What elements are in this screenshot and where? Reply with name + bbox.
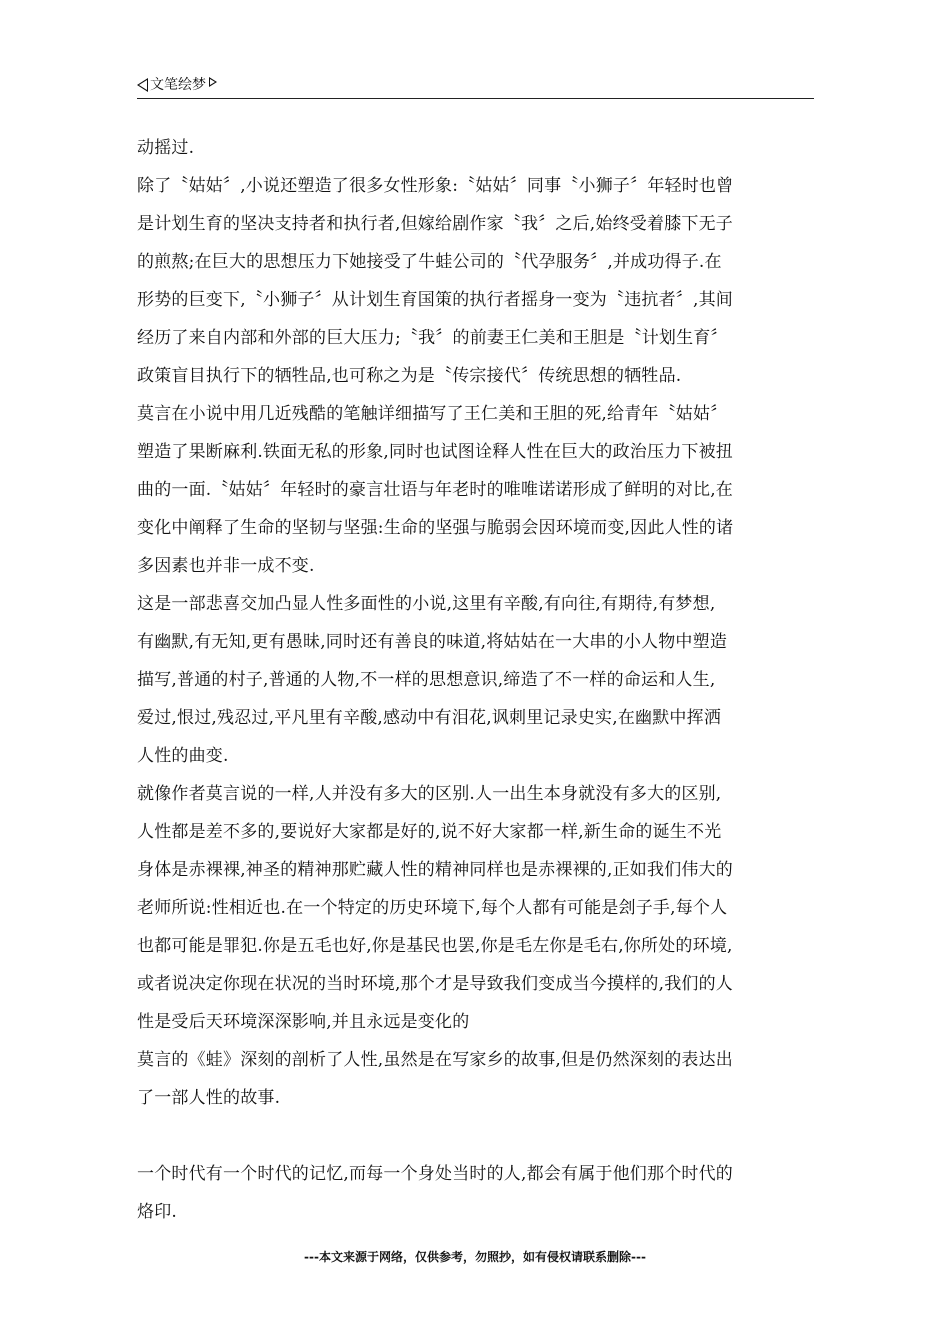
body-line: 经历了来自内部和外部的巨大压力;〝我〞的前妻王仁美和王胆是〝计划生育〞 <box>137 328 728 348</box>
body-line: 形势的巨变下,〝小狮子〞从计划生育国策的执行者摇身一变为〝违抗者〞,其间 <box>137 290 734 310</box>
body-line: 动摇过. <box>137 138 195 158</box>
paragraph-gap <box>137 1117 817 1155</box>
body-line: 莫言的《蛙》深刻的剖析了人性,虽然是在写家乡的故事,但是仍然深刻的表达出 <box>137 1050 734 1070</box>
triangle-right-icon <box>209 77 217 87</box>
header-brand <box>137 76 217 94</box>
body-line: 曲的一面.〝姑姑〞年轻时的豪言壮语与年老时的唯唯诺诺形成了鲜明的对比,在 <box>137 480 734 500</box>
body-line: 变化中阐释了生命的坚韧与坚强:生命的坚强与脆弱会因环境而变,因此人性的诸 <box>137 518 734 538</box>
triangle-left-icon <box>137 78 148 92</box>
body-line: 描写,普通的村子,普通的人物,不一样的思想意识,缔造了不一样的命运和人生, <box>137 670 716 690</box>
body-line: 这是一部悲喜交加凸显人性多面性的小说,这里有辛酸,有向往,有期待,有梦想, <box>137 594 716 614</box>
closing-line: 烙印. <box>137 1202 178 1222</box>
body-line: 身体是赤裸裸,神圣的精神那贮藏人性的精神同样也是赤裸裸的,正如我们伟大的 <box>137 860 734 880</box>
body-line: 就像作者莫言说的一样,人并没有多大的区别.人一出生本身就没有多大的区别, <box>137 784 722 804</box>
body-line: 爱过,恨过,残忍过,平凡里有辛酸,感动中有泪花,讽刺里记录史实,在幽默中挥洒 <box>137 708 722 728</box>
body-line: 老师所说:性相近也.在一个特定的历史环境下,每个人都有可能是刽子手,每个人 <box>137 898 728 918</box>
body-line: 的煎熬;在巨大的思想压力下她接受了牛蛙公司的〝代孕服务〞,并成功得子.在 <box>137 252 722 272</box>
page-footer: ---本文来源于网络，仅供参考，勿照抄，如有侵权请联系删除--- <box>304 1250 646 1264</box>
body-line: 有幽默,有无知,更有愚昧,同时还有善良的味道,将姑姑在一大串的小人物中塑造 <box>137 632 728 652</box>
body-line: 或者说决定你现在状况的当时环境,那个才是导致我们变成当今摸样的,我们的人 <box>137 974 734 994</box>
closing-line: 一个时代有一个时代的记忆,而每一个身处当时的人,都会有属于他们那个时代的 <box>137 1164 734 1184</box>
body-line: 也都可能是罪犯.你是五毛也好,你是基民也罢,你是毛左你是毛右,你所处的环境, <box>137 936 733 956</box>
body-line: 塑造了果断麻利.铁面无私的形象,同时也试图诠释人性在巨大的政治压力下被扭 <box>137 442 734 462</box>
document-body <box>137 129 817 1231</box>
page-header <box>137 76 814 99</box>
body-line: 莫言在小说中用几近残酷的笔触详细描写了王仁美和王胆的死,给青年〝姑姑〞 <box>137 404 728 424</box>
body-line: 人性都是差不多的,要说好大家都是好的,说不好大家都一样,新生命的诞生不光 <box>137 822 722 842</box>
body-line: 性是受后天环境深深影响,并且永远是变化的 <box>137 1012 470 1032</box>
body-line: 了一部人性的故事. <box>137 1088 281 1108</box>
body-line: 人性的曲变. <box>137 746 229 766</box>
body-line: 除了〝姑姑〞,小说还塑造了很多女性形象:〝姑姑〞同事〝小狮子〞年轻时也曾 <box>137 176 734 196</box>
body-line: 政策盲目执行下的牺牲品,也可称之为是〝传宗接代〞传统思想的牺牲品. <box>137 366 682 386</box>
body-line: 是计划生育的坚决支持者和执行者,但嫁给剧作家〝我〞之后,始终受着膝下无子 <box>137 214 734 234</box>
body-line: 多因素也并非一成不变. <box>137 556 315 576</box>
header-brand-text: 文笔绘梦 <box>150 77 206 93</box>
